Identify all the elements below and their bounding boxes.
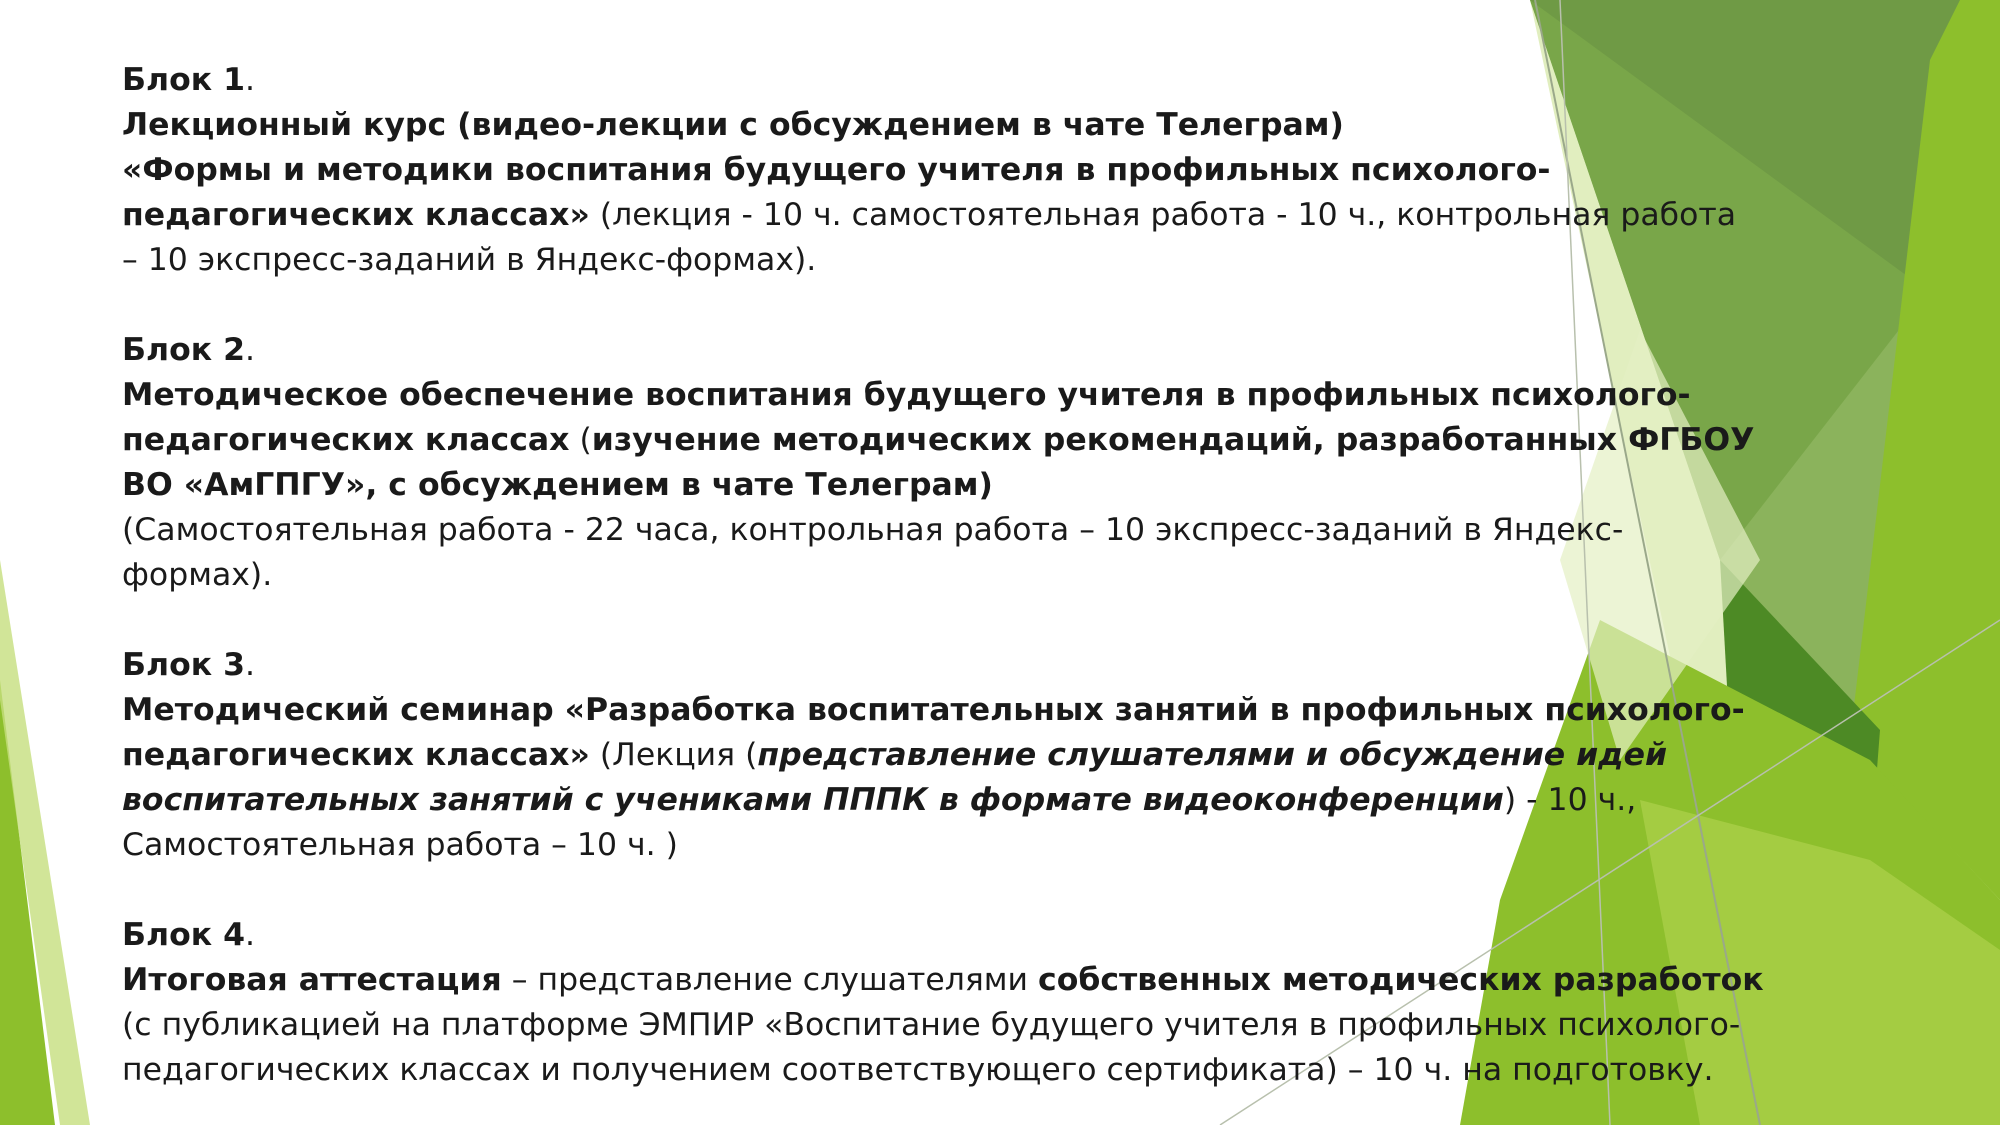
text-line — [122, 148, 1842, 193]
text-line — [122, 823, 1842, 868]
block-title-dot: . — [245, 917, 256, 953]
text-line — [122, 1048, 1842, 1093]
text-line — [122, 463, 1842, 508]
text-segment: – представление слушателями — [501, 962, 1039, 998]
text-segment: ВО «АмГПГУ», с обсуждением в чате Телеграм) — [122, 467, 993, 503]
text-segment: представление слушателями и обсуждение идей — [757, 737, 1668, 773]
text-segment: Лекционный курс (видео-лекции с обсуждением в чате Телеграм) — [122, 107, 1344, 143]
text-line — [122, 1003, 1842, 1048]
block-title — [122, 913, 1842, 958]
text-segment: формах). — [122, 557, 273, 593]
text-segment: (Самостоятельная работа - 22 часа, контрольная работа – 10 экспресс-заданий в Яндекс- — [122, 512, 1624, 548]
text-line — [122, 418, 1842, 463]
slide-content — [122, 58, 1842, 1093]
text-segment: педагогических классах и получением соответствующего сертификата) – 10 ч. на подготовку. — [122, 1052, 1714, 1088]
block-2 — [122, 328, 1842, 598]
text-segment: ) - 10 ч., — [1503, 782, 1637, 818]
text-segment: (лекция - 10 ч. самостоятельная работа - 10 ч., контрольная работа — [589, 197, 1736, 233]
block-title-text: Блок 1 — [122, 62, 245, 98]
text-segment: «Формы и методики воспитания будущего учителя в профильных психолого- — [122, 152, 1551, 188]
text-segment: – 10 экспресс-заданий в Яндекс-формах). — [122, 242, 817, 278]
block-1 — [122, 58, 1842, 283]
text-line — [122, 238, 1842, 283]
block-title-text: Блок 3 — [122, 647, 245, 683]
block-title-dot: . — [245, 62, 256, 98]
text-segment: (с публикацией на платформе ЭМПИР «Воспитание будущего учителя в профильных психолого- — [122, 1007, 1741, 1043]
block-title — [122, 643, 1842, 688]
block-title-dot: . — [245, 332, 256, 368]
text-line — [122, 733, 1842, 778]
text-segment: воспитательных занятий с учениками ПППК в формате видеоконференции — [122, 782, 1504, 818]
block-4 — [122, 913, 1842, 1093]
text-segment: ( — [569, 422, 592, 458]
text-segment: собственных методических разработок — [1038, 962, 1764, 998]
block-3 — [122, 643, 1842, 868]
text-segment: педагогических классах» — [122, 737, 590, 773]
text-line — [122, 193, 1842, 238]
text-line — [122, 373, 1842, 418]
text-segment: Итоговая аттестация — [122, 962, 502, 998]
text-segment: Методический семинар «Разработка воспитательных занятий в профильных психолого- — [122, 692, 1745, 728]
text-line — [122, 688, 1842, 733]
text-segment: (Лекция ( — [589, 737, 758, 773]
text-segment: Методическое обеспечение воспитания будущего учителя в профильных психолого- — [122, 377, 1691, 413]
text-segment: Самостоятельная работа – 10 ч. ) — [122, 827, 678, 863]
text-line — [122, 778, 1842, 823]
block-title-dot: . — [245, 647, 256, 683]
text-line — [122, 553, 1842, 598]
text-line — [122, 103, 1842, 148]
text-line — [122, 958, 1842, 1003]
text-segment: педагогических классах — [122, 422, 570, 458]
text-segment: изучение методических рекомендаций, разработанных ФГБОУ — [591, 422, 1755, 458]
text-segment: педагогических классах» — [122, 197, 590, 233]
text-line — [122, 508, 1842, 553]
block-title — [122, 58, 1842, 103]
block-title-text: Блок 2 — [122, 332, 245, 368]
block-title-text: Блок 4 — [122, 917, 245, 953]
block-title — [122, 328, 1842, 373]
